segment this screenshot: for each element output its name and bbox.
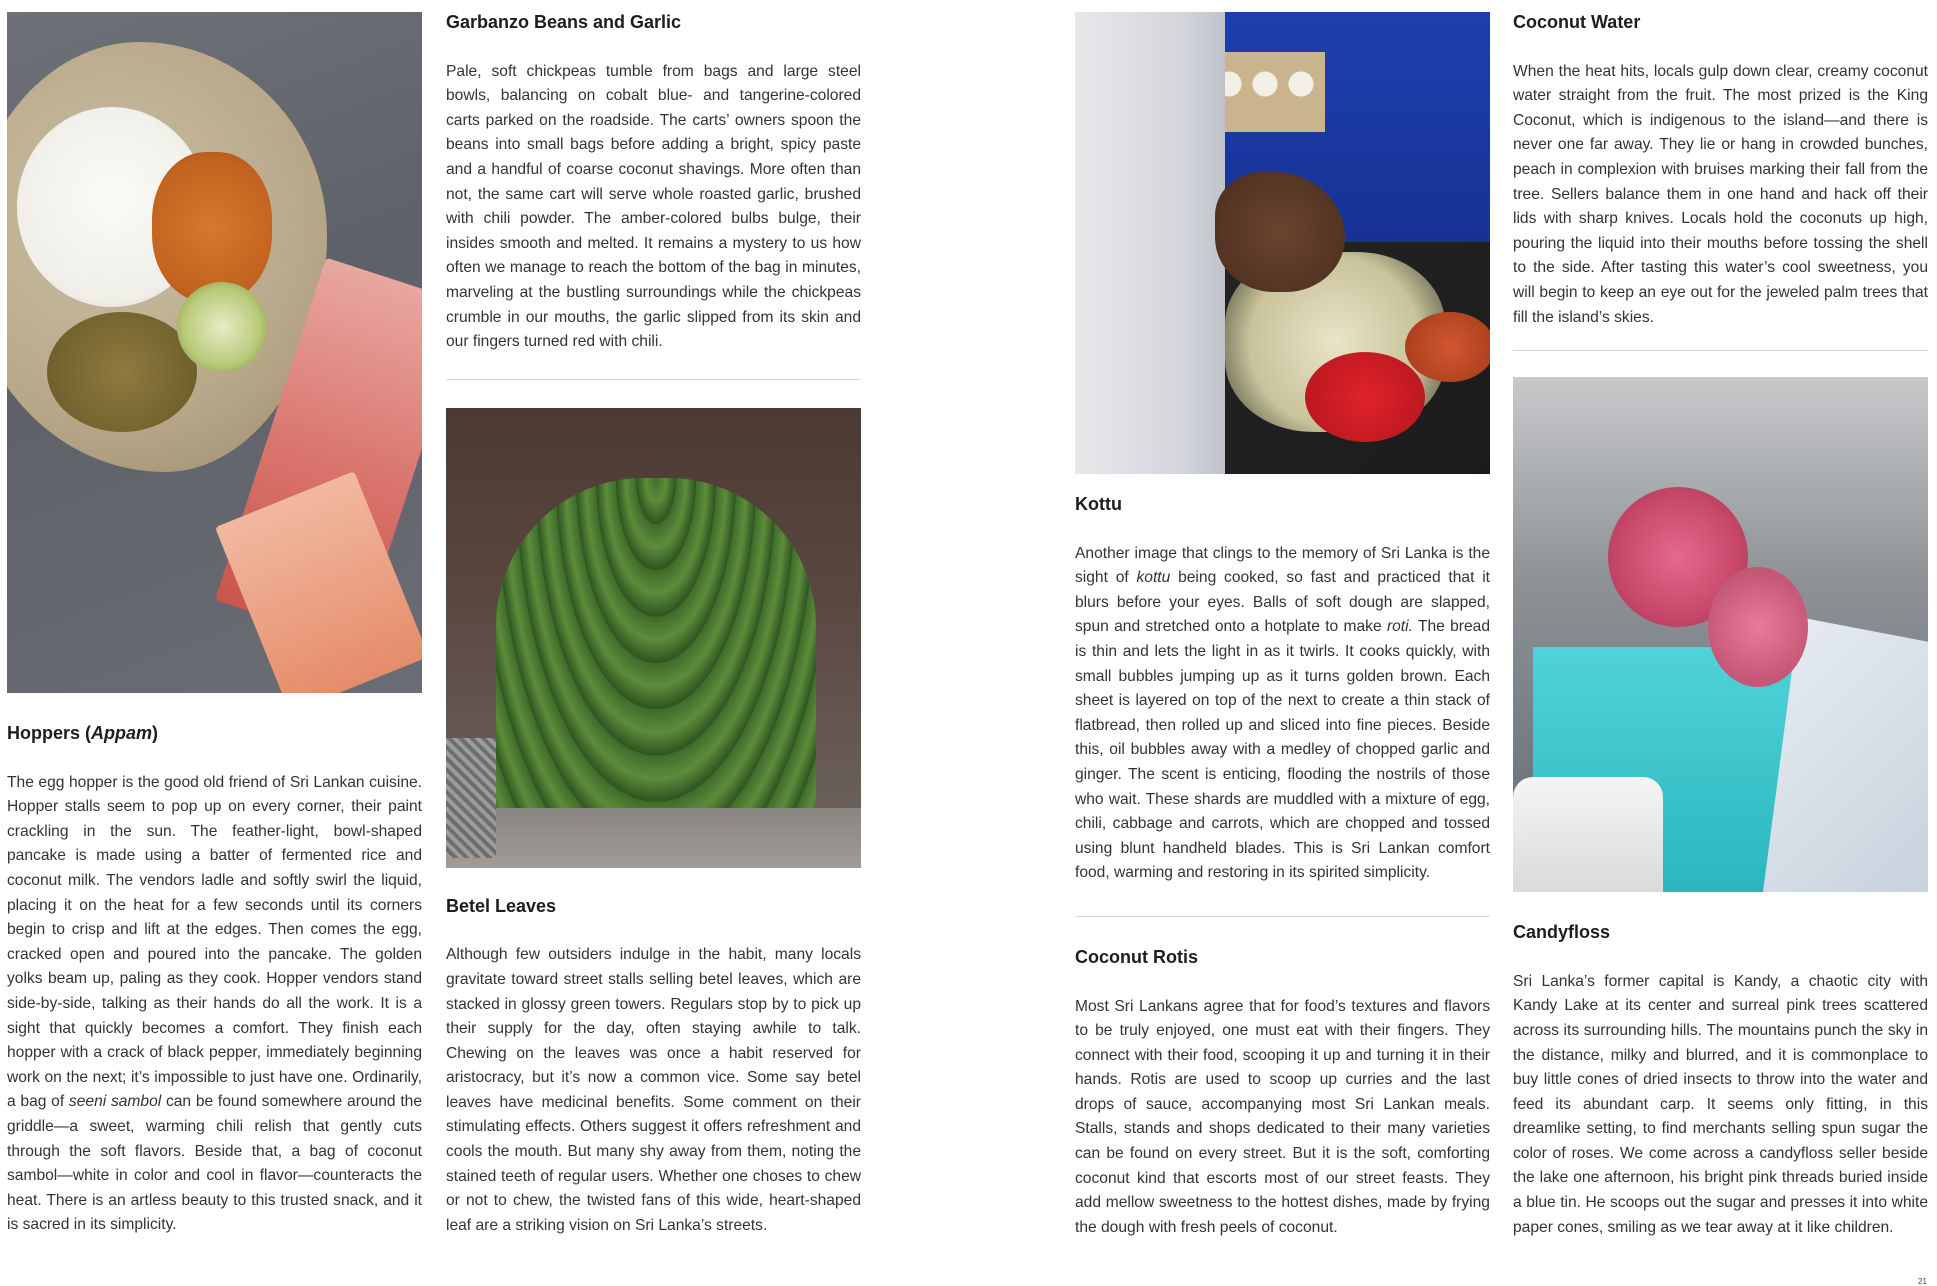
- candyfloss-photo: [1513, 377, 1928, 892]
- lime-shape: [177, 282, 267, 372]
- ground-shape: [446, 808, 861, 868]
- kottu-body: Another image that clings to the memory of Sri Lanka is the sight of kottu being cooked, so fast and practiced that it blurs before your eyes. Balls of soft dough are slapped, spun and stretched onto a hotplate to make roti. The bread is thin and lets the light in as it twirls. It cooks quickly, with small bubbles jumping up as it turns golden brown. Each sheet is layered on top of the next to create a thin stack of flatbread, then rolled up and sliced into fine pieces. Beside this, oil bubbles away with a medley of chopped garlic and ginger. The scent is enticing, flooding the nostrils of those who wait. These shards are muddled with a mixture of egg, chili, cabbage and carrots, which are chopped and tossed using blunt handheld blades. This is Sri Lankan comfort food, warming and restoring in its spirited simplicity.: [1075, 544, 1490, 882]
- hoppers-heading: Hoppers (Appam): [7, 723, 159, 743]
- candyfloss-shape-2: [1708, 567, 1808, 687]
- betel-heading: Betel Leaves: [446, 895, 557, 916]
- column-kottu-rotis: [1075, 12, 1490, 1240]
- curry-shape: [47, 312, 197, 432]
- seeni-sambol-shape: [152, 152, 272, 302]
- rotis-heading: Coconut Rotis: [1075, 946, 1198, 967]
- betel-leaves-photo: [446, 408, 861, 868]
- betel-body: Although few outsiders indulge in the habit, many locals gravitate toward street stalls selling betel leaves, which are stacked in glossy green towers. Regulars stop by to pick up their supply for the day, often staying awhile to talk. Chewing on the leaves was once a habit reserved for aristocracy, but it’s now a common vice. Some say betel leaves have medicinal benefits. Some comment on their stimulating effects. Others suggest it offers refreshment and cools the mouth. But many shy away from them, noting the stained teeth of regular users. Whether one choses to chew or not to chew, the twisted fans of this wide, heart-shaped leaf are a striking vision on Sri Lanka’s streets.: [446, 946, 861, 1234]
- kottu-heading: Kottu: [1075, 494, 1122, 514]
- garbanzo-heading: Garbanzo Beans and Garlic: [446, 12, 682, 32]
- vendor-shape: [1075, 12, 1225, 474]
- hoppers-body: The egg hopper is the good old friend of Sri Lankan cuisine. Hopper stalls seem to pop up on every corner, their paint crackling in the sun. The feather-light, bowl-shaped pancake is made using a batter of fermented rice and coconut milk. The vendors ladle and softly swirl the liquid, placing it on the heat for a few seconds until its corners begin to crisp and lift at the edges. Then comes the egg, cracked open and poured into the pancake. The golden yolks beam up, paling as they cook. Hopper vendors stand side-by-side, talking as their hands do all the work. It is a sight that quickly becomes a comfort. They finish each hopper with a crack of black pepper, immediately beginning work on the next; it’s impossible to just have one. Ordinarily, a bag of seeni sambol can be found somewhere around the griddle—a sweet, warming chili relish that gently cuts through the soft flavors. Beside that, a bag of coconut sambol—white in color and cool in flavor—counteracts the heat. There is an artless beauty to this trusted snack, and it is sacred in its simplicity.: [7, 773, 422, 1234]
- column-coconut-candyfloss: [1513, 12, 1928, 1240]
- candyfloss-heading: Candyfloss: [1513, 922, 1611, 943]
- basket-shape: [446, 738, 496, 858]
- red-bowl-shape: [1305, 352, 1425, 442]
- page-number: 21: [1918, 1277, 1927, 1286]
- coconut-water-heading: Coconut Water: [1513, 12, 1641, 32]
- column-garbanzo-betel: [446, 12, 861, 1238]
- coconut-water-body: When the heat hits, locals gulp down clear, creamy coconut water straight from the fruit. The most prized is the King Coconut, which is indigenous to the island—and there is never one far away. They lie or hang in crowded bunches, peach in complexion with bruises marking their fall from the tree. Sellers balance them in one hand and hack off their lids with sharp knives. Locals hold the coconuts up high, pouring the liquid into their mouths before tossing the shell to the side. After tasting this water’s cool sweetness, you will begin to keep an eye out for the jeweled palm trees that fill the island’s skies.: [1513, 62, 1928, 326]
- kottu-photo: [1075, 12, 1490, 474]
- rotis-body: Most Sri Lankans agree that for food’s textures and flavors to be truly enjoyed, one must eat with their fingers. They connect with their food, scooping it up and turning it in their hands. Rotis are used to scoop up curries and the last drops of sauce, accompanying most Sri Lankan meals. Stalls, stands and shops dedicated to their many varieties can be found on every street. But it is the soft, comforting coconut kind that escorts most of our street feasts. They add mellow sweetness to the hottest dishes, made by frying the dough with fresh peels of coconut.: [1075, 997, 1490, 1236]
- chili-bowl-shape: [1405, 312, 1490, 382]
- candyfloss-body: Sri Lanka’s former capital is Kandy, a chaotic city with Kandy Lake at its center and surreal pink trees scattered across its surrounding hills. The mountains punch the sky in the distance, milky and blurred, and it is commonplace to buy little cones of dried insects to throw into the water and feed its abundant carp. It seems only fitting, in this dreamlike setting, to find merchants selling spun sugar the color of roses. We come across a candyfloss seller beside the lake one afternoon, his bright pink threads buried inside a blue tin. He scoops out the sugar and presses it into white paper cones, smiling as we tear away at it like children.: [1513, 972, 1928, 1236]
- hoppers-photo: [7, 12, 422, 693]
- leaf-stack-shape: [496, 478, 816, 848]
- paper-stack-shape: [1513, 777, 1663, 892]
- garbanzo-body: Pale, soft chickpeas tumble from bags and large steel bowls, balancing on cobalt blue- and tangerine-colored carts parked on the roadside. The carts’ owners spoon the beans into small bags before adding a bright, spicy paste and a handful of coarse coconut shavings. More often than not, the same cart will serve whole roasted garlic, brushed with chili powder. The amber-colored bulbs bulge, their insides smooth and melted. It remains a mystery to us how often we manage to reach the bottom of the bag in minutes, marveling at the bustling surroundings while the chickpeas crumble in our mouths, the garlic slipped from its skin and our fingers turned red with chili.: [446, 62, 861, 351]
- column-hoppers: [7, 12, 422, 1238]
